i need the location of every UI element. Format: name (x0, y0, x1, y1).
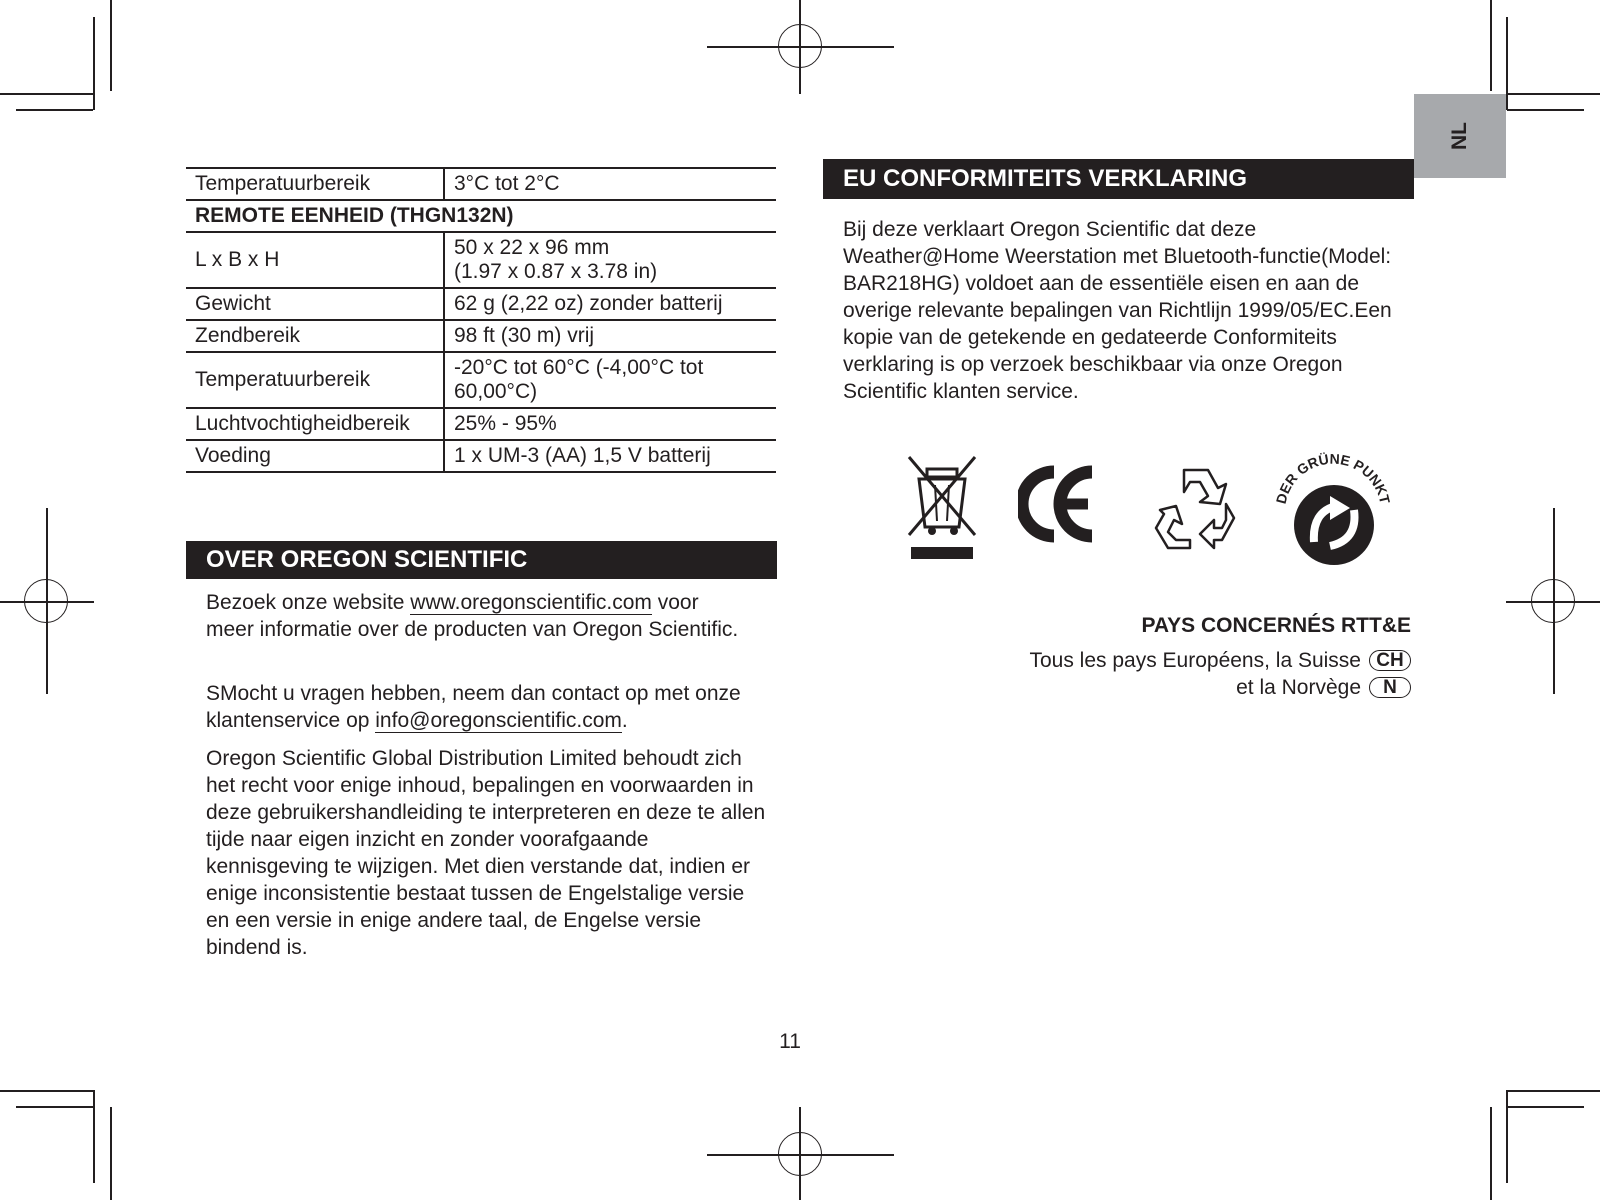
spec-value: 98 ft (30 m) vrij (444, 320, 776, 352)
spec-label: Luchtvochtigheidbereik (186, 408, 444, 440)
spec-value-line: (1.97 x 0.87 x 3.78 in) (454, 260, 658, 283)
pays-title: PAYS CONCERNÉS RTT&E (1141, 614, 1411, 637)
spec-value-line: -20°C tot 60°C (-4,00°C tot (454, 356, 704, 379)
ce-mark-icon (1018, 465, 1094, 543)
table-section-header (186, 200, 776, 232)
about-text: voor meer informatie over de producten van Oregon Scientific. (206, 591, 739, 641)
about-paragraph-disclaimer: Oregon Scientific Global Distribution Limited behoudt zich het recht voor enige inhoud, bepalingen en voorwaarden in deze gebruikershandleiding te interpreteren en deze te allen tijde naar eigen inzicht en zonder voorafgaande kennisgeving te wijzigen. Met dien verstande dat, indien er enige inconsistentie bestaat tussen de Engelstalige versie en een versie in enige andere taal, de Engelse versie bindend is. (206, 747, 766, 959)
language-tab (1414, 94, 1506, 178)
spec-label: Zendbereik (186, 320, 444, 352)
remote-unit-header: REMOTE EENHEID (THGN132N) (186, 200, 776, 232)
table-row (186, 232, 776, 288)
recycle-icon (1154, 466, 1238, 552)
table-row (186, 352, 776, 408)
about-section-title: OVER OREGON SCIENTIFIC (186, 541, 777, 579)
about-paragraph-contact (206, 680, 746, 734)
about-text: Bezoek onze website (206, 591, 411, 614)
spec-label: L x B x H (186, 232, 444, 288)
table-row (186, 320, 776, 352)
table-row (186, 440, 776, 472)
spec-label: Gewicht (186, 288, 444, 320)
green-dot-icon (1272, 450, 1394, 572)
spec-table (186, 167, 776, 473)
table-row (186, 168, 776, 200)
country-badge-ch: CH (1369, 650, 1411, 671)
pays-text: et la Norvège (1236, 676, 1361, 699)
language-tab-label: NL (1448, 122, 1471, 150)
website-link[interactable]: www.oregonscientific.com (410, 591, 652, 614)
spec-value-line: 50 x 22 x 96 mm (454, 236, 610, 259)
about-text: SMocht u vragen hebben, neem dan contact op met onze klantenservice op (206, 682, 741, 732)
about-text: . (621, 709, 628, 732)
conformity-section-title: EU CONFORMITEITS VERKLARING (823, 159, 1414, 199)
table-row (186, 408, 776, 440)
certification-logos (900, 450, 1400, 570)
spec-label: Temperatuurbereik (186, 352, 444, 408)
spec-value: 25% - 95% (444, 408, 776, 440)
about-paragraph-website (206, 589, 746, 643)
pays-line-1 (1029, 647, 1411, 674)
spec-value: 3°C tot 2°C (444, 168, 776, 200)
spec-value (444, 352, 776, 408)
conformity-text: Bij deze verklaart Oregon Scientific dat deze Weather@Home Weerstation met Bluetooth-functie(Model: BAR218HG) voldoet aan de essentiële eisen en aan de overige relevante bepalingen van Richtlijn 1999/05/EC.Een kopie van de getekende en gedateerde Conformiteits verklaring is op verzoek beschikbaar via onze Oregon Scientific klanten service. (843, 218, 1392, 403)
spec-value: 1 x UM-3 (AA) 1,5 V batterij (444, 440, 776, 472)
spec-value-line: 60,00°C) (454, 380, 538, 403)
page-number: 11 (779, 1030, 801, 1053)
pays-line-2 (1236, 674, 1411, 701)
country-badge-n: N (1369, 677, 1411, 698)
spec-value: 62 g (2,22 oz) zonder batterij (444, 288, 776, 320)
green-dot-lettering: DER GRÜNE PUNKT (1272, 450, 1394, 506)
weee-crossed-bin-icon (905, 455, 979, 563)
pays-text: Tous les pays Européens, la Suisse (1029, 649, 1361, 672)
spec-label: Voeding (186, 440, 444, 472)
email-link[interactable]: info@oregonscientific.com (375, 709, 622, 732)
table-row (186, 288, 776, 320)
spec-value (444, 232, 776, 288)
spec-label: Temperatuurbereik (186, 168, 444, 200)
